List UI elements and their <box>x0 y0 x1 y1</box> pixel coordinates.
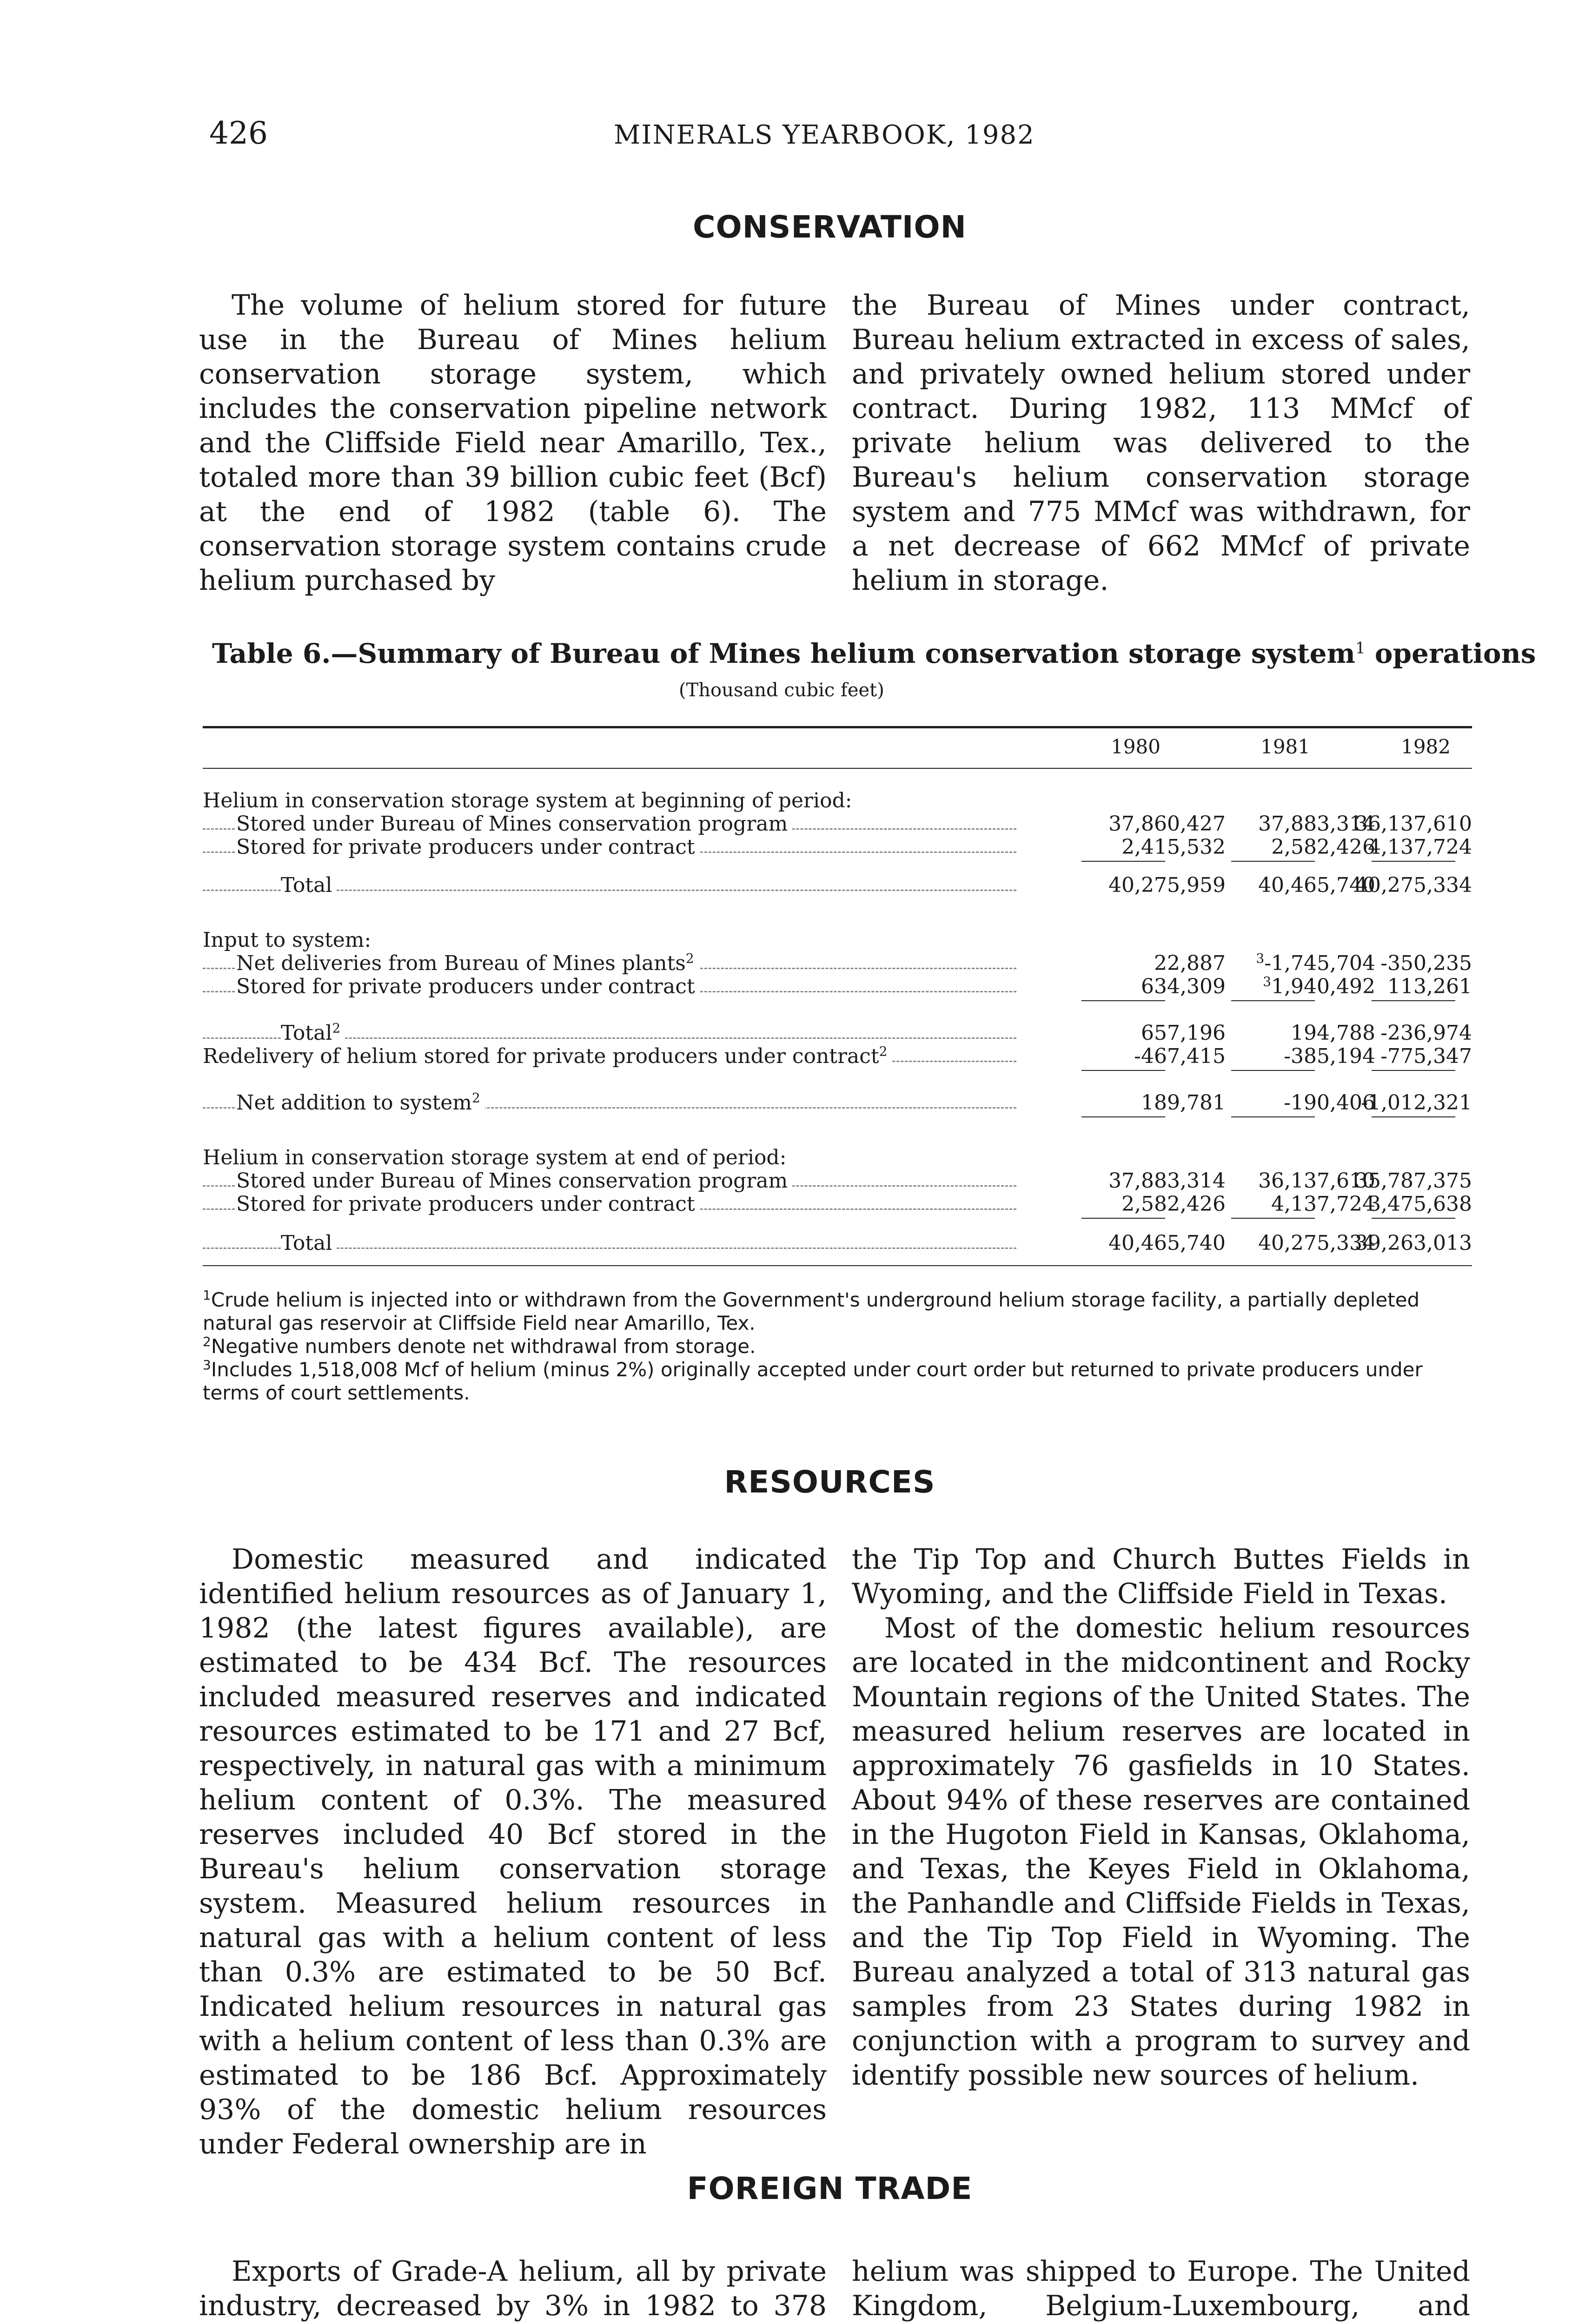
table-footnotes <box>203 1288 1472 1405</box>
table-row-end-private <box>203 1193 1472 1216</box>
cell-1981: $^3$-1,745,704 <box>1256 951 1375 975</box>
cell-1982: 39,263,013 <box>1355 1231 1472 1255</box>
cell-1982: 113,261 <box>1387 975 1472 998</box>
cell-1981: 37,883,314 <box>1258 812 1375 836</box>
table-row-begin-private <box>203 836 1472 859</box>
conservation-left-paragraph: The volume of helium stored for future use in the Bureau of Mines helium conservation storage system, which includes the conservation pipeline network and the Cliffside Field near Amarillo, Tex., totaled more than 39 billion cubic feet (Bcf) at the end of 1982 (table 6). The conservation storage system contains crude helium purchased by <box>199 289 827 597</box>
cell-1981: $^3$1,940,492 <box>1263 974 1375 998</box>
table-row-input-private <box>203 975 1472 998</box>
foreign-trade-right-column <box>852 2254 1470 2324</box>
sum-underline <box>1372 861 1455 862</box>
table-bottom-rule <box>203 1265 1472 1266</box>
cell-1980: -467,415 <box>1134 1044 1226 1068</box>
foreign-trade-heading: FOREIGN TRADE <box>687 2171 973 2206</box>
page-number: 426 <box>209 115 268 151</box>
sum-underline <box>1231 1000 1315 1001</box>
cell-1981: 40,465,740 <box>1258 873 1375 897</box>
table-row-input-total <box>203 1022 1472 1045</box>
table-units: (Thousand cubic feet) <box>679 680 884 701</box>
foreign-trade-left-column <box>199 2254 827 2324</box>
sum-underline <box>1081 1070 1165 1071</box>
cell-1982: 4,137,724 <box>1368 835 1472 859</box>
footnote-2: $^2$Negative numbers denote net withdrawal from storage. <box>203 1334 756 1358</box>
table-title: Table 6.—Summary of Bureau of Mines helium conservation storage system$^1$ operations <box>212 638 1536 669</box>
footnote-1: $^1$Crude helium is injected into or withdrawn from the Government's underground helium storage facility, a partially depleted natural gas reservoir at Cliffside Field near Amarillo, Tex. <box>203 1287 1420 1334</box>
footnote-3: $^3$Includes 1,518,008 Mcf of helium (minus 2%) originally accepted under court order but returned to private producers under terms of court settlements. <box>203 1357 1423 1404</box>
table-row-input-net-deliveries <box>203 952 1472 975</box>
table-row-section-begin <box>203 789 1472 812</box>
table-row-begin-bureau <box>203 812 1472 836</box>
cell-1980: 40,465,740 <box>1108 1231 1226 1255</box>
table-row-end-bureau <box>203 1169 1472 1193</box>
row-label: Redelivery of helium stored for private producers under contract$^2$ <box>203 1045 892 1068</box>
year-header-1982: 1982 <box>1401 735 1451 758</box>
table-row-net-addition <box>203 1091 1472 1115</box>
cell-1980: 22,887 <box>1154 951 1226 975</box>
table-header-rule <box>203 768 1472 769</box>
resources-heading: RESOURCES <box>724 1464 935 1500</box>
row-label: Total$^2$ <box>281 1022 345 1045</box>
sum-underline <box>1081 1218 1165 1219</box>
row-label: Stored for private producers under contract <box>236 975 700 998</box>
sum-underline <box>1372 1000 1455 1001</box>
table-row-section-end <box>203 1146 1472 1169</box>
cell-1980: 634,309 <box>1141 975 1226 998</box>
cell-1981: 194,788 <box>1291 1021 1375 1045</box>
row-label: Stored for private producers under contract <box>236 1193 700 1216</box>
conservation-heading: CONSERVATION <box>693 209 967 245</box>
table-row-end-total <box>203 1232 1472 1255</box>
cell-1982: -350,235 <box>1380 951 1472 975</box>
sum-underline <box>1231 1070 1315 1071</box>
row-label: Helium in conservation storage system at beginning of period: <box>203 789 857 812</box>
row-label: Helium in conservation storage system at end of period: <box>203 1146 791 1169</box>
cell-1980: 189,781 <box>1141 1091 1226 1115</box>
table-row-begin-total <box>203 874 1472 897</box>
cell-1980: 40,275,959 <box>1108 873 1226 897</box>
cell-1982: -1,012,321 <box>1361 1091 1472 1115</box>
table-top-rule <box>203 726 1472 728</box>
row-label: Stored for private producers under contract <box>236 836 700 859</box>
cell-1981: 4,137,724 <box>1271 1192 1375 1216</box>
sum-underline <box>1372 1218 1455 1219</box>
cell-1981: -190,406 <box>1284 1091 1375 1115</box>
sum-underline <box>1231 1116 1315 1117</box>
table-row-section-input <box>203 929 1472 952</box>
cell-1982: -236,974 <box>1380 1021 1472 1045</box>
cell-1982: 35,787,375 <box>1355 1169 1472 1193</box>
sum-underline <box>1372 1070 1455 1071</box>
resources-left-column <box>199 1542 827 2161</box>
row-label: Total <box>281 1232 337 1255</box>
row-label: Stored under Bureau of Mines conservation program <box>236 812 792 836</box>
conservation-left-column <box>199 288 827 598</box>
cell-1980: 657,196 <box>1141 1021 1226 1045</box>
cell-1982: 40,275,334 <box>1355 873 1472 897</box>
cell-1980: 2,415,532 <box>1121 835 1226 859</box>
sum-underline <box>1081 1116 1165 1117</box>
resources-right-paragraph-1: the Tip Top and Church Buttes Fields in Wyoming, and the Cliffside Field in Texas. <box>852 1543 1470 1610</box>
row-label: Stored under Bureau of Mines conservation program <box>236 1169 792 1193</box>
cell-1981: -385,194 <box>1284 1044 1375 1068</box>
cell-1981: 2,582,426 <box>1271 835 1375 859</box>
sum-underline <box>1081 861 1165 862</box>
cell-1982: 36,137,610 <box>1355 812 1472 836</box>
row-label: Total <box>281 874 337 897</box>
row-label: Net deliveries from Bureau of Mines plants$^2$ <box>236 952 699 975</box>
cell-1980: 37,860,427 <box>1108 812 1226 836</box>
cell-1980: 2,582,426 <box>1121 1192 1226 1216</box>
cell-1981: 36,137,610 <box>1258 1169 1375 1193</box>
conservation-right-column <box>852 288 1470 598</box>
sum-underline <box>1081 1000 1165 1001</box>
cell-1982: 3,475,638 <box>1368 1192 1472 1216</box>
cell-1980: 37,883,314 <box>1108 1169 1226 1193</box>
cell-1981: 40,275,334 <box>1258 1231 1375 1255</box>
sum-underline <box>1372 1116 1455 1117</box>
foreign-trade-left-paragraph: Exports of Grade-A helium, all by private industry, decreased by 3% in 1982 to 378 <box>199 2255 827 2322</box>
resources-right-paragraph-2: Most of the domestic helium resources are located in the midcontinent and Rocky Mountain regions of the United States. The measured helium reserves are located in approximately 76 gasfields in 10 States. About 94% of these reserves are contained in the Hugoton Field in Kansas, Oklahoma, and Texas, the Keyes Field in Oklahoma, the Panhandle and Cliffside Fields in Texas, and the Tip Top Field in Wyoming. The Bureau analyzed a total of 313 natural gas samples from 23 States during 1982 in conjunction with a program to survey and identify possible new sources of helium. <box>852 1612 1470 2092</box>
table-row-redelivery <box>203 1045 1472 1068</box>
cell-1982: -775,347 <box>1380 1044 1472 1068</box>
sum-underline <box>1231 861 1315 862</box>
year-header-1981: 1981 <box>1260 735 1310 758</box>
row-label: Input to system: <box>203 929 376 952</box>
year-header-1980: 1980 <box>1111 735 1161 758</box>
conservation-right-paragraph: the Bureau of Mines under contract, Bureau helium extracted in excess of sales, and privately owned helium stored under contract. During 1982, 113 MMcf of private helium was delivered to the Bureau's helium conservation storage system and 775 MMcf was withdrawn, for a net decrease of 662 MMcf of private helium in storage. <box>852 289 1470 597</box>
resources-left-paragraph: Domestic measured and indicated identified helium resources as of January 1, 1982 (the latest figures available), are estimated to be 434 Bcf. The resources included measured reserves and indicated resources estimated to be 171 and 27 Bcf, respectively, in natural gas with a minimum helium content of 0.3%. The measured reserves included 40 Bcf stored in the Bureau's helium conservation storage system. Measured helium resources in natural gas with a helium content of less than 0.3% are estimated to be 50 Bcf. Indicated helium resources in natural gas with a helium content of less than 0.3% are estimated to be 186 Bcf. Approximately 93% of the domestic helium resources under Federal ownership are in <box>199 1543 827 2160</box>
sum-underline <box>1231 1218 1315 1219</box>
foreign-trade-right-paragraph: helium was shipped to Europe. The United Kingdom, Belgium-Luxembourg, and <box>852 2255 1470 2322</box>
running-title: MINERALS YEARBOOK, 1982 <box>614 120 1035 150</box>
resources-right-column <box>852 1542 1470 2093</box>
row-label: Net addition to system$^2$ <box>236 1091 485 1115</box>
